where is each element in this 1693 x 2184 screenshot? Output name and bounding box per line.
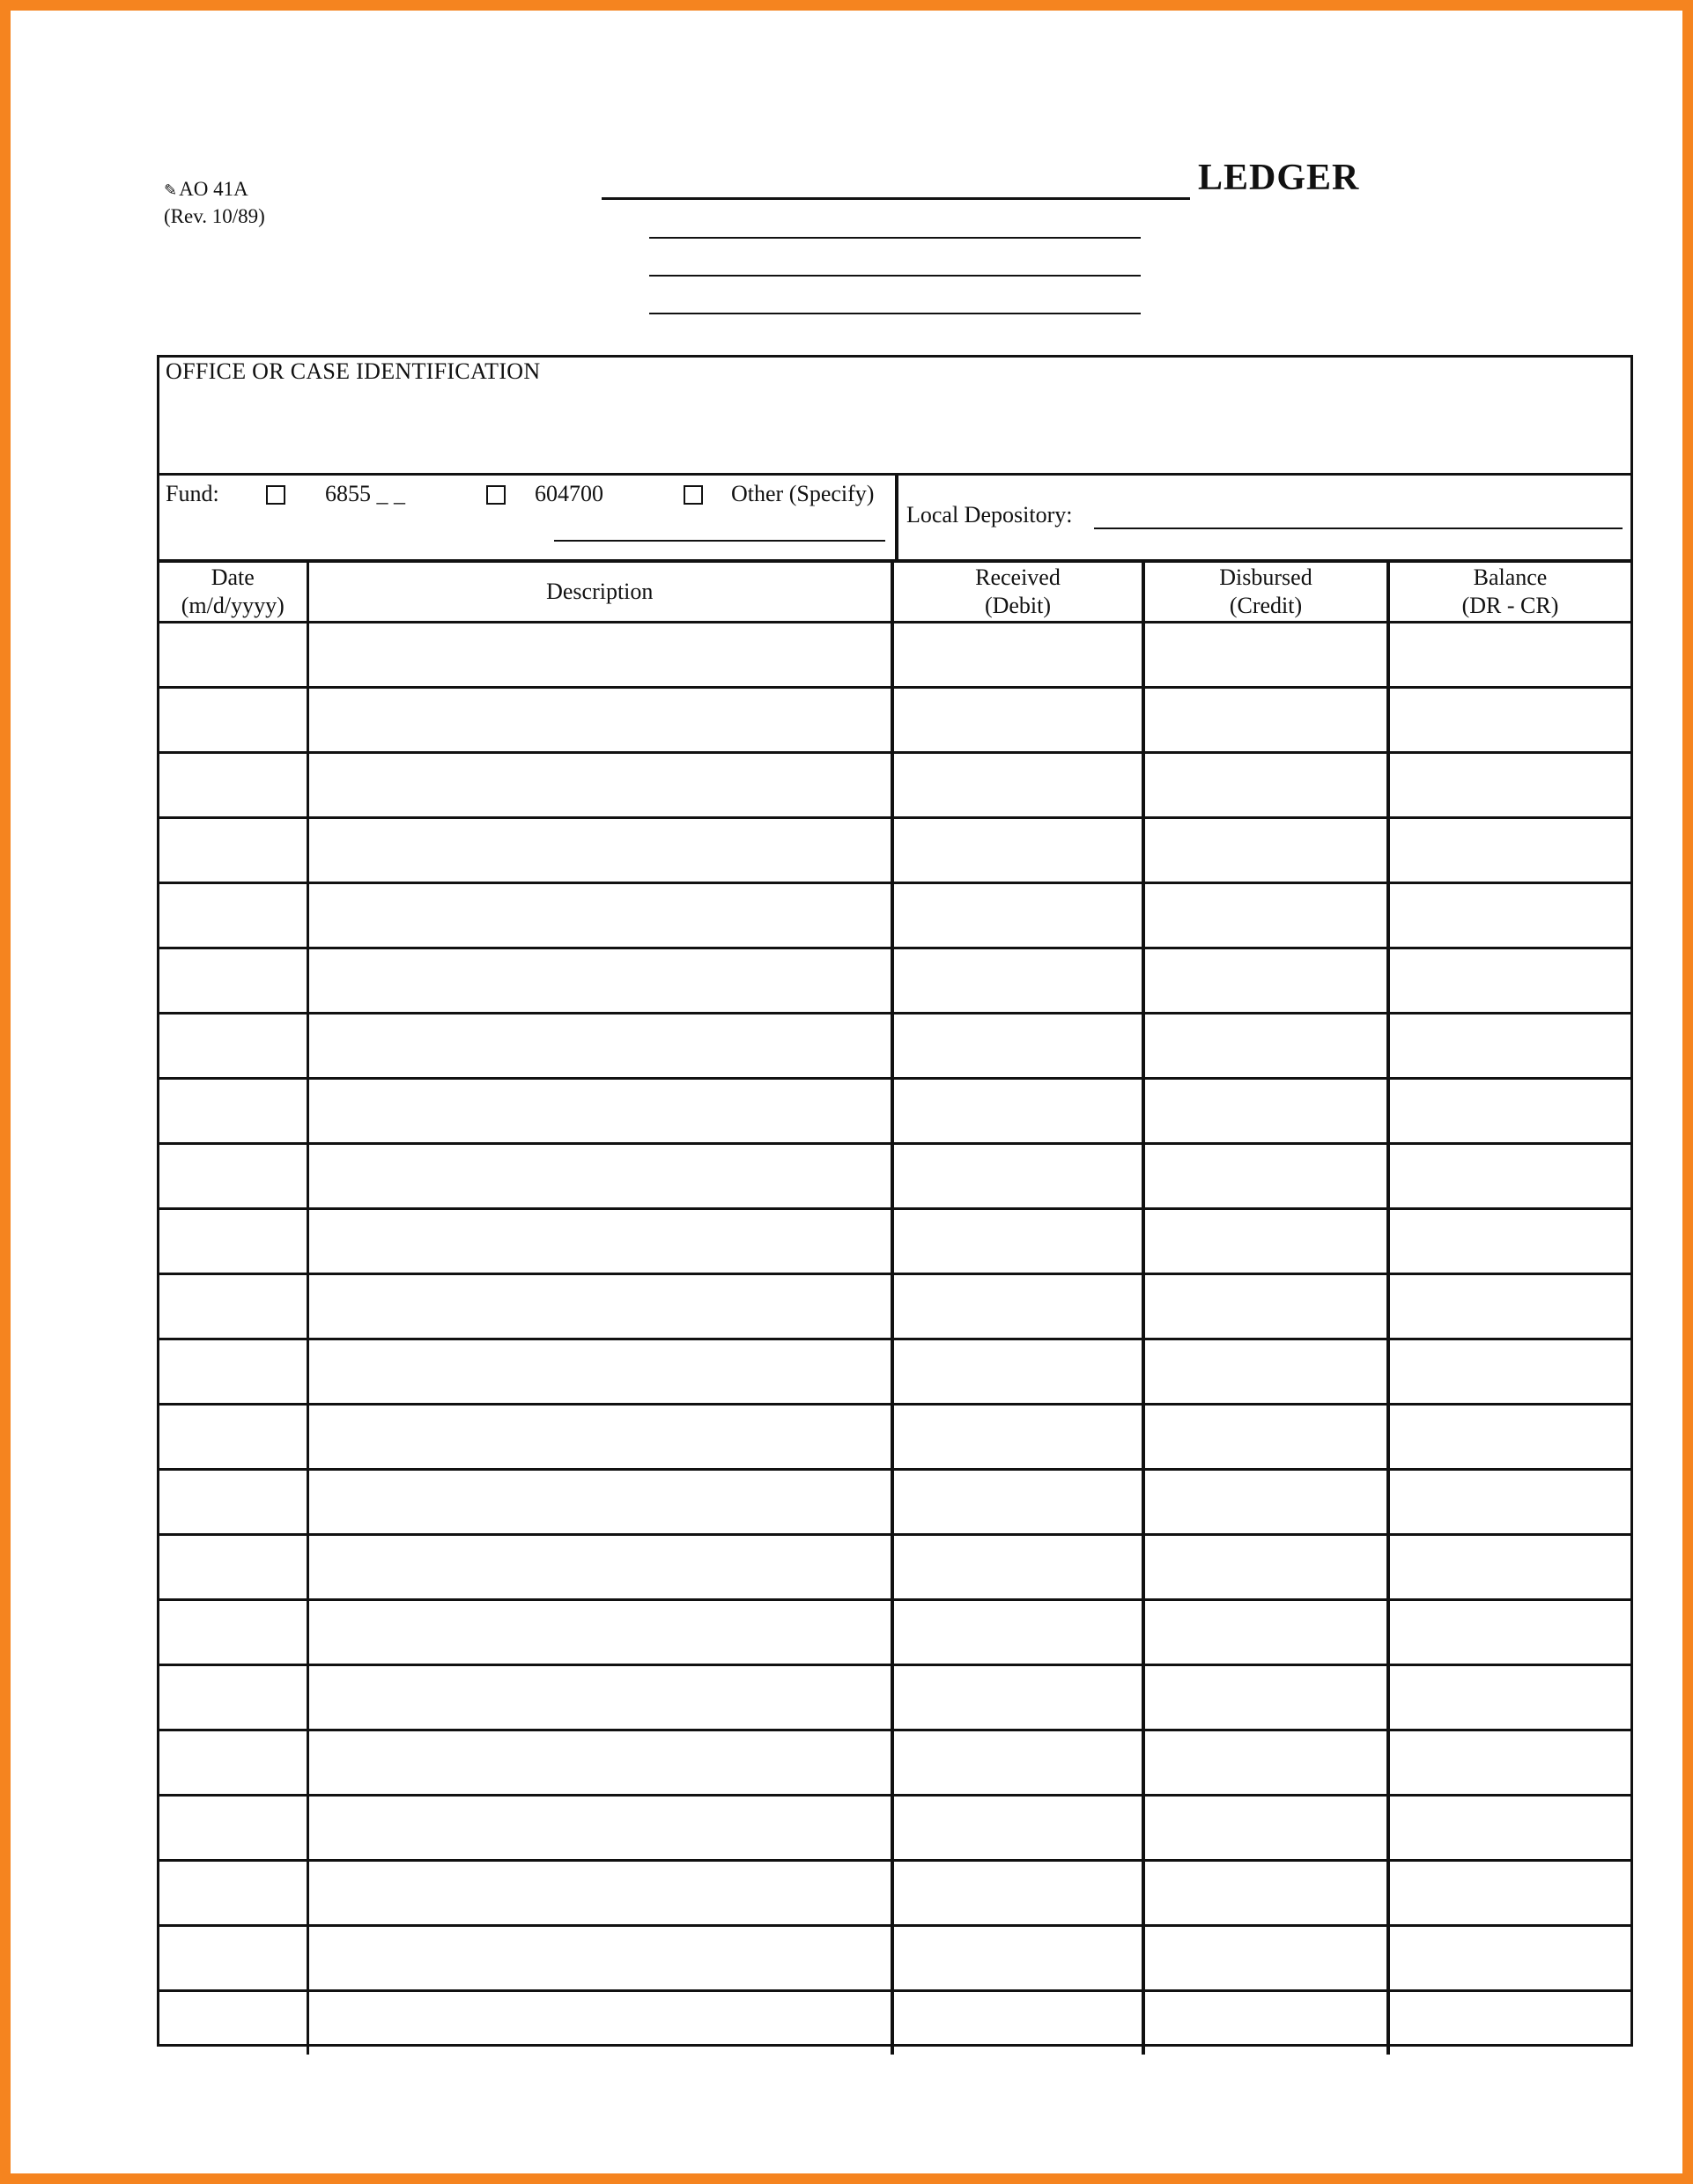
ledger-subtitle-field-2[interactable]	[649, 275, 1141, 277]
office-case-identification-field[interactable]	[159, 358, 1630, 476]
description-cell[interactable]	[307, 688, 892, 753]
table-row	[159, 948, 1630, 1014]
fund-604700-label: 604700	[535, 481, 603, 506]
date-cell[interactable]	[159, 883, 307, 948]
column-header-line2: (m/d/yyyy)	[181, 593, 285, 618]
disbursed-cell[interactable]	[1143, 1209, 1388, 1274]
office-case-identification-label: OFFICE OR CASE IDENTIFICATION	[166, 358, 541, 384]
received-cell[interactable]	[892, 883, 1143, 948]
balance-cell[interactable]	[1388, 1014, 1630, 1079]
disbursed-cell[interactable]	[1143, 1339, 1388, 1405]
ledger-name-field[interactable]	[602, 197, 1190, 200]
disbursed-cell[interactable]	[1143, 753, 1388, 818]
description-cell[interactable]	[307, 1470, 892, 1535]
table-row	[159, 1405, 1630, 1470]
received-cell[interactable]	[892, 1079, 1143, 1144]
received-cell[interactable]	[892, 1339, 1143, 1405]
date-cell[interactable]	[159, 1014, 307, 1079]
balance-cell[interactable]	[1388, 1144, 1630, 1209]
ledger-table	[159, 559, 1630, 2055]
received-cell[interactable]	[892, 688, 1143, 753]
depository-section	[898, 473, 1633, 559]
date-cell[interactable]	[159, 1470, 307, 1535]
disbursed-cell[interactable]	[1143, 948, 1388, 1014]
fund-section	[159, 473, 898, 559]
column-header-line1: Date	[211, 564, 255, 590]
date-cell[interactable]	[159, 753, 307, 818]
received-cell[interactable]	[892, 623, 1143, 688]
description-cell[interactable]	[307, 1079, 892, 1144]
description-cell[interactable]	[307, 1339, 892, 1405]
description-cell[interactable]	[307, 1535, 892, 1600]
balance-cell[interactable]	[1388, 1861, 1630, 1926]
description-cell[interactable]	[307, 1274, 892, 1339]
date-cell[interactable]	[159, 1600, 307, 1665]
column-header-balance	[1388, 561, 1630, 623]
received-cell[interactable]	[892, 1274, 1143, 1339]
disbursed-cell[interactable]	[1143, 623, 1388, 688]
ledger-body	[159, 623, 1630, 2055]
column-header-line1: Disbursed	[1219, 564, 1312, 590]
table-row	[159, 1339, 1630, 1405]
table-row	[159, 1535, 1630, 1600]
date-cell[interactable]	[159, 1535, 307, 1600]
column-header-line1: Received	[975, 564, 1061, 590]
balance-cell[interactable]	[1388, 883, 1630, 948]
balance-cell[interactable]	[1388, 688, 1630, 753]
column-header-line2: (DR - CR)	[1461, 593, 1559, 618]
column-header-description	[307, 561, 892, 623]
date-cell[interactable]	[159, 623, 307, 688]
received-cell[interactable]	[892, 753, 1143, 818]
ledger-header-row	[159, 561, 1630, 623]
balance-cell[interactable]	[1388, 1600, 1630, 1665]
table-row	[159, 1665, 1630, 1730]
received-cell[interactable]	[892, 1209, 1143, 1274]
balance-cell[interactable]	[1388, 1470, 1630, 1535]
fund-6855-checkbox[interactable]	[266, 485, 285, 505]
disbursed-cell[interactable]	[1143, 1274, 1388, 1339]
local-depository-label: Local Depository:	[906, 502, 1073, 528]
date-cell[interactable]	[159, 1144, 307, 1209]
received-cell[interactable]	[892, 1796, 1143, 1861]
disbursed-cell[interactable]	[1143, 1730, 1388, 1796]
description-cell[interactable]	[307, 1730, 892, 1796]
page-title: LEDGER	[1198, 158, 1360, 198]
table-row	[159, 623, 1630, 688]
disbursed-cell[interactable]	[1143, 1861, 1388, 1926]
received-cell[interactable]	[892, 1926, 1143, 1991]
balance-cell[interactable]	[1388, 1796, 1630, 1861]
description-cell[interactable]	[307, 1861, 892, 1926]
column-header-date	[159, 561, 307, 623]
form-number: AO 41A	[179, 178, 248, 200]
description-cell[interactable]	[307, 1796, 892, 1861]
received-cell[interactable]	[892, 948, 1143, 1014]
table-row	[159, 1796, 1630, 1861]
disbursed-cell[interactable]	[1143, 1991, 1388, 2055]
disbursed-cell[interactable]	[1143, 1535, 1388, 1600]
balance-cell[interactable]	[1388, 753, 1630, 818]
description-cell[interactable]	[307, 623, 892, 688]
date-cell[interactable]	[159, 1665, 307, 1730]
disbursed-cell[interactable]	[1143, 1600, 1388, 1665]
date-cell[interactable]	[159, 818, 307, 883]
description-cell[interactable]	[307, 818, 892, 883]
column-header-line1: Description	[546, 579, 654, 604]
balance-cell[interactable]	[1388, 1339, 1630, 1405]
column-header-line1: Balance	[1473, 564, 1548, 590]
description-cell[interactable]	[307, 1600, 892, 1665]
disbursed-cell[interactable]	[1143, 1014, 1388, 1079]
table-row	[159, 818, 1630, 883]
description-cell[interactable]	[307, 1144, 892, 1209]
disbursed-cell[interactable]	[1143, 1144, 1388, 1209]
date-cell[interactable]	[159, 1274, 307, 1339]
column-header-line2: (Debit)	[984, 593, 1052, 618]
received-cell[interactable]	[892, 1144, 1143, 1209]
table-row	[159, 1861, 1630, 1926]
table-row	[159, 1991, 1630, 2055]
balance-cell[interactable]	[1388, 1665, 1630, 1730]
disbursed-cell[interactable]	[1143, 1470, 1388, 1535]
ledger-form	[157, 355, 1633, 2047]
balance-cell[interactable]	[1388, 1991, 1630, 2055]
fund-other-label: Other (Specify)	[731, 481, 875, 506]
disbursed-cell[interactable]	[1143, 1665, 1388, 1730]
column-header-disbursed	[1143, 561, 1388, 623]
ledger-subtitle-field-3[interactable]	[649, 313, 1141, 314]
fund-other-checkbox[interactable]	[684, 485, 703, 505]
balance-cell[interactable]	[1388, 1209, 1630, 1274]
date-cell[interactable]	[159, 1079, 307, 1144]
date-cell[interactable]	[159, 1926, 307, 1991]
disbursed-cell[interactable]	[1143, 1079, 1388, 1144]
date-cell[interactable]	[159, 688, 307, 753]
table-row	[159, 1144, 1630, 1209]
description-cell[interactable]	[307, 1209, 892, 1274]
balance-cell[interactable]	[1388, 1274, 1630, 1339]
balance-cell[interactable]	[1388, 818, 1630, 883]
pen-icon: ✎	[164, 181, 178, 199]
date-cell[interactable]	[159, 1209, 307, 1274]
date-cell[interactable]	[159, 1861, 307, 1926]
table-row	[159, 1600, 1630, 1665]
column-header-line2: (Credit)	[1229, 593, 1303, 618]
form-code	[164, 176, 265, 229]
fund-6855-label: 6855 _ _	[325, 481, 405, 506]
table-row	[159, 1274, 1630, 1339]
balance-cell[interactable]	[1388, 623, 1630, 688]
disbursed-cell[interactable]	[1143, 688, 1388, 753]
date-cell[interactable]	[159, 948, 307, 1014]
table-row	[159, 1730, 1630, 1796]
form-number-line	[164, 176, 265, 203]
column-header-received	[892, 561, 1143, 623]
description-cell[interactable]	[307, 948, 892, 1014]
disbursed-cell[interactable]	[1143, 883, 1388, 948]
description-cell[interactable]	[307, 1926, 892, 1991]
balance-cell[interactable]	[1388, 1405, 1630, 1470]
received-cell[interactable]	[892, 1861, 1143, 1926]
form-revision: (Rev. 10/89)	[164, 205, 265, 227]
description-cell[interactable]	[307, 1665, 892, 1730]
date-cell[interactable]	[159, 1796, 307, 1861]
table-row	[159, 1209, 1630, 1274]
description-cell[interactable]	[307, 1991, 892, 2055]
disbursed-cell[interactable]	[1143, 1405, 1388, 1470]
local-depository-field[interactable]	[1094, 528, 1623, 529]
table-row	[159, 883, 1630, 948]
disbursed-cell[interactable]	[1143, 818, 1388, 883]
received-cell[interactable]	[892, 1991, 1143, 2055]
date-cell[interactable]	[159, 1405, 307, 1470]
fund-other-specify-field[interactable]	[554, 540, 885, 542]
table-row	[159, 1079, 1630, 1144]
fund-604700-checkbox[interactable]	[486, 485, 506, 505]
description-cell[interactable]	[307, 753, 892, 818]
date-cell[interactable]	[159, 1339, 307, 1405]
table-row	[159, 688, 1630, 753]
disbursed-cell[interactable]	[1143, 1926, 1388, 1991]
disbursed-cell[interactable]	[1143, 1796, 1388, 1861]
balance-cell[interactable]	[1388, 948, 1630, 1014]
received-cell[interactable]	[892, 1470, 1143, 1535]
balance-cell[interactable]	[1388, 1535, 1630, 1600]
balance-cell[interactable]	[1388, 1079, 1630, 1144]
balance-cell[interactable]	[1388, 1926, 1630, 1991]
fund-label: Fund:	[166, 481, 219, 506]
received-cell[interactable]	[892, 818, 1143, 883]
table-row	[159, 1470, 1630, 1535]
description-cell[interactable]	[307, 1405, 892, 1470]
received-cell[interactable]	[892, 1405, 1143, 1470]
description-cell[interactable]	[307, 1014, 892, 1079]
received-cell[interactable]	[892, 1730, 1143, 1796]
ledger-subtitle-field-1[interactable]	[649, 237, 1141, 239]
date-cell[interactable]	[159, 1730, 307, 1796]
received-cell[interactable]	[892, 1535, 1143, 1600]
received-cell[interactable]	[892, 1014, 1143, 1079]
balance-cell[interactable]	[1388, 1730, 1630, 1796]
date-cell[interactable]	[159, 1991, 307, 2055]
description-cell[interactable]	[307, 883, 892, 948]
table-row	[159, 753, 1630, 818]
table-row	[159, 1014, 1630, 1079]
received-cell[interactable]	[892, 1665, 1143, 1730]
table-row	[159, 1926, 1630, 1991]
received-cell[interactable]	[892, 1600, 1143, 1665]
